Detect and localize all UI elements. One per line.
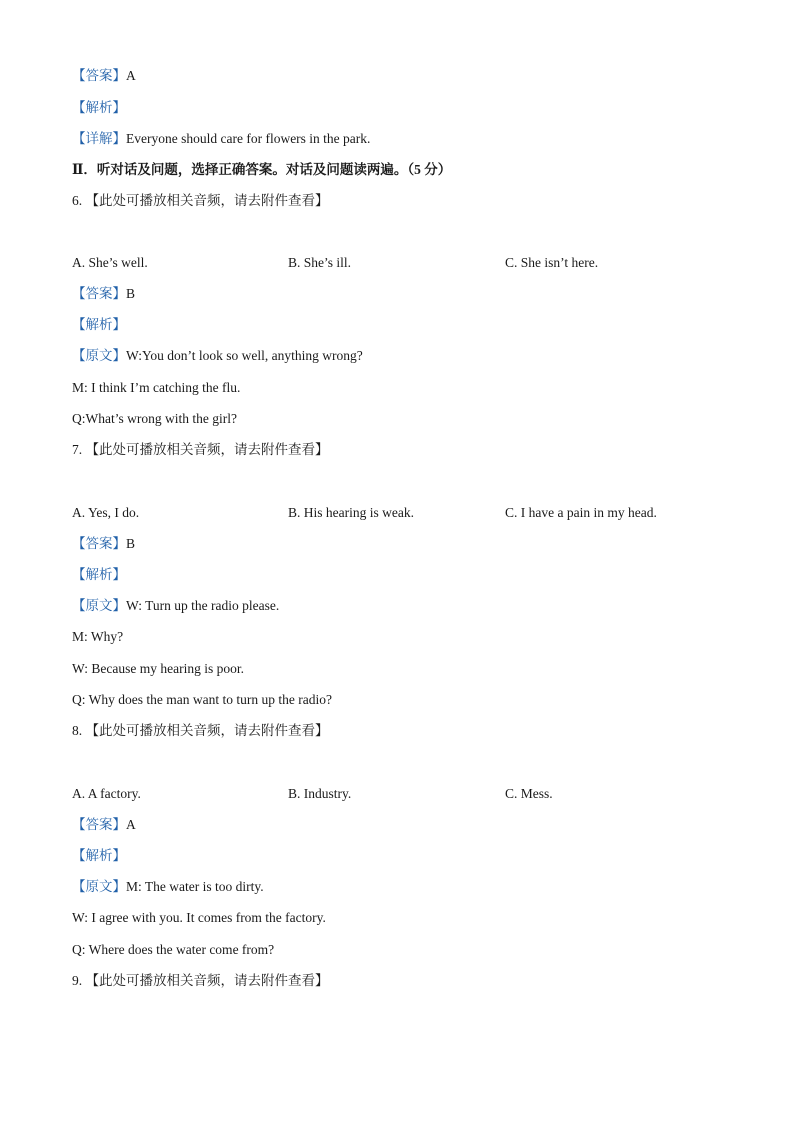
q6-option-a: A. She’s well.	[72, 255, 148, 270]
detail-text: Everyone should care for flowers in the park.	[126, 131, 371, 146]
q7-option-a: A. Yes, I do.	[72, 505, 140, 520]
q6-option-c: C. She isn’t here.	[505, 255, 599, 270]
q8-dialogue-line: W: I agree with you. It comes from the factory.	[72, 910, 326, 925]
q8-dialogue-line: Q: Where does the water come from?	[72, 942, 275, 957]
q7-number-line: 7. 【此处可播放相关音频，请去附件查看】	[72, 442, 329, 457]
answer-tag: 【答案】	[72, 286, 126, 301]
q7-dialogue-line: W: Because my hearing is poor.	[72, 661, 244, 676]
q7-answer-line	[72, 535, 135, 553]
q7-dialogue-line: M: Why?	[72, 629, 124, 644]
q7-original-line	[72, 597, 279, 615]
answer-value: A	[126, 817, 136, 832]
q9-number-line: 9. 【此处可播放相关音频，请去附件查看】	[72, 973, 329, 988]
q8-option-a: A. A factory.	[72, 786, 141, 801]
q6-dialogue-line: Q:What’s wrong with the girl?	[72, 411, 237, 426]
q6-dialogue-line: M: I think I’m catching the flu.	[72, 380, 241, 395]
q7-analysis-tag: 【解析】	[72, 567, 126, 582]
original-text: M: The water is too dirty.	[126, 879, 264, 894]
q8-option-c: C. Mess.	[505, 786, 553, 801]
q7-dialogue-line: Q: Why does the man want to turn up the radio?	[72, 692, 332, 707]
detail-tag: 【详解】	[72, 131, 126, 146]
q6-answer-line	[72, 285, 135, 303]
answer-value: B	[126, 536, 136, 551]
original-text: W:You don’t look so well, anything wrong?	[126, 348, 363, 363]
original-tag: 【原文】	[72, 598, 126, 613]
q7-option-b: B. His hearing is weak.	[288, 505, 414, 520]
answer-value: A	[126, 68, 136, 83]
q5-detail-line	[72, 130, 370, 148]
section-heading: Ⅱ．听对话及问题，选择正确答案。对话及问题读两遍。（5 分）	[72, 162, 452, 177]
original-tag: 【原文】	[72, 879, 126, 894]
original-text: W: Turn up the radio please.	[126, 598, 280, 613]
q6-analysis-tag: 【解析】	[72, 317, 126, 332]
answer-tag: 【答案】	[72, 68, 126, 83]
q8-answer-line	[72, 816, 136, 834]
answer-tag: 【答案】	[72, 536, 126, 551]
q8-analysis-tag: 【解析】	[72, 848, 126, 863]
answer-tag: 【答案】	[72, 817, 126, 832]
q6-original-line	[72, 347, 363, 365]
q5-analysis-tag: 【解析】	[72, 100, 126, 115]
q8-original-line	[72, 878, 264, 896]
q6-option-b: B. She’s ill.	[288, 255, 352, 270]
q5-answer-line	[72, 67, 136, 85]
q8-number-line: 8. 【此处可播放相关音频，请去附件查看】	[72, 723, 329, 738]
q6-number-line: 6. 【此处可播放相关音频，请去附件查看】	[72, 193, 329, 208]
original-tag: 【原文】	[72, 348, 126, 363]
q8-option-b: B. Industry.	[288, 786, 352, 801]
answer-value: B	[126, 286, 136, 301]
q7-option-c: C. I have a pain in my head.	[505, 505, 657, 520]
